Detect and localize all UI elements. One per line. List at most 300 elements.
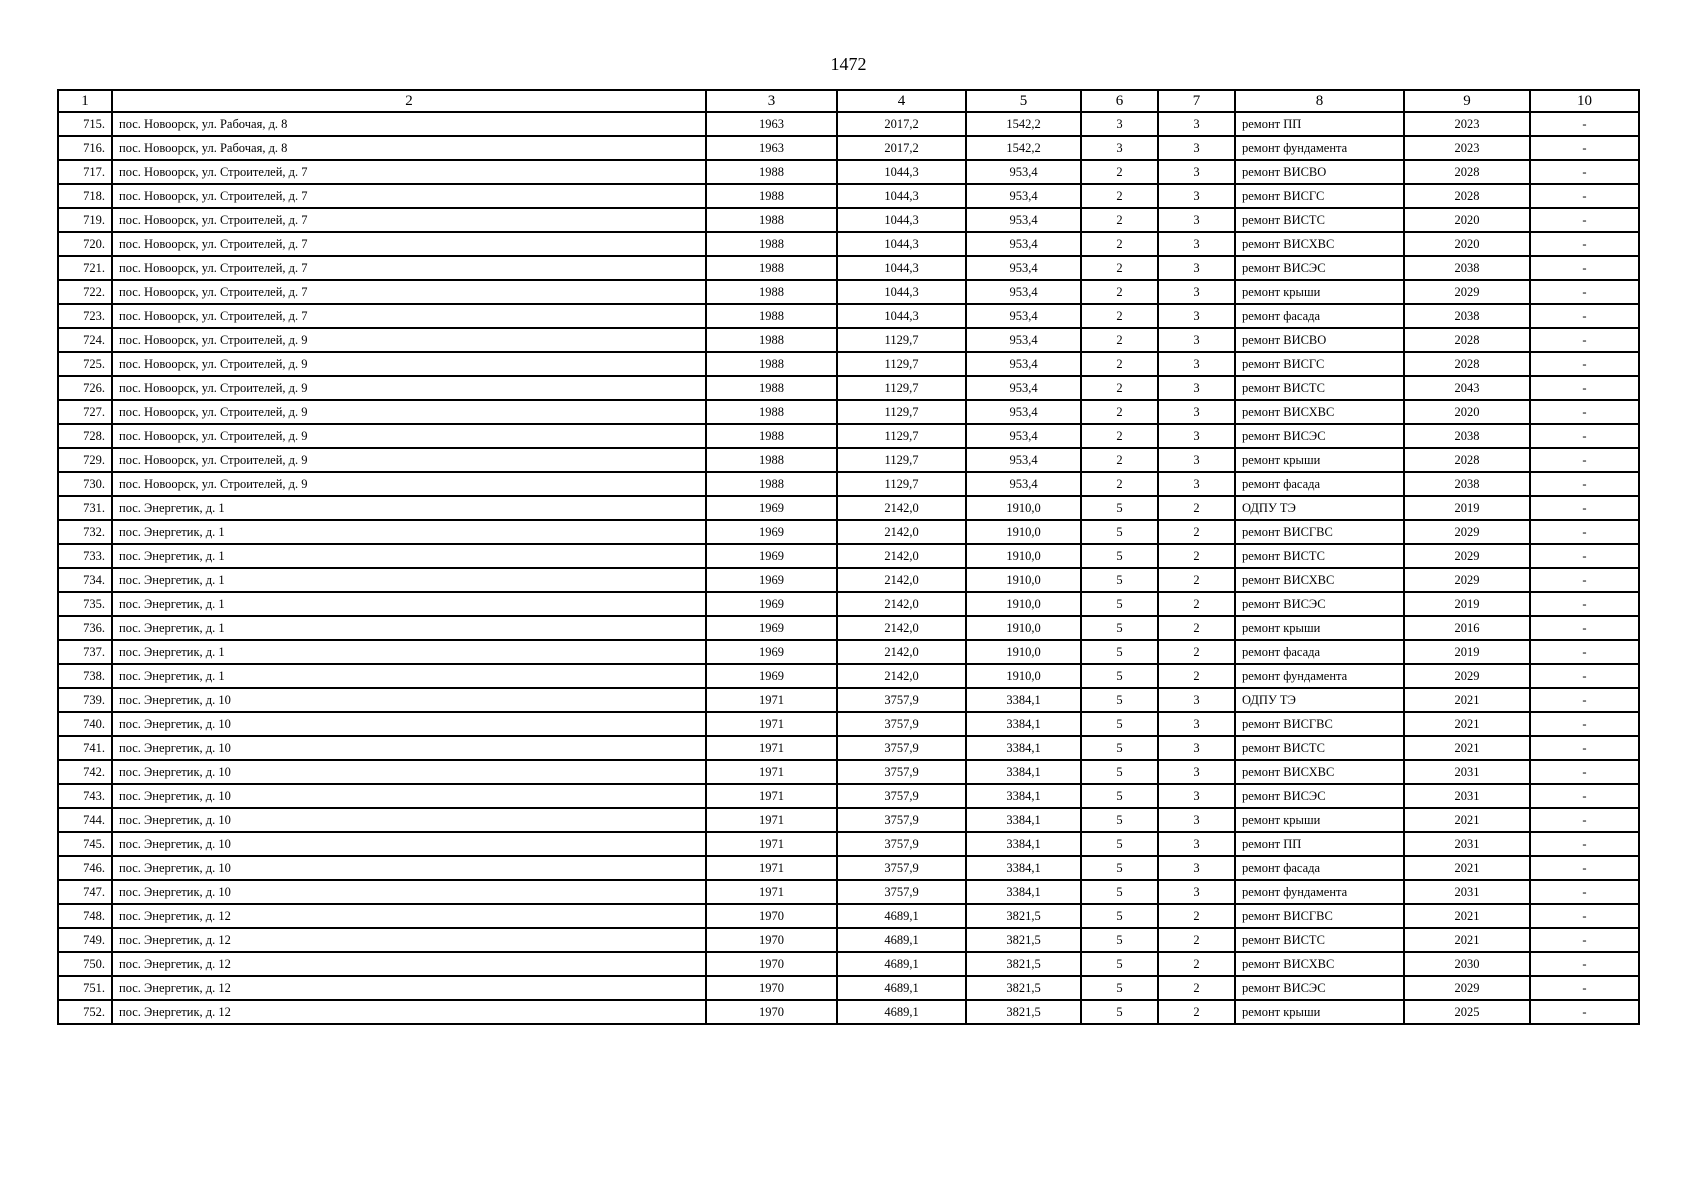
table-cell-col-4: 3757,9: [837, 736, 966, 760]
table-cell-col-10: -: [1530, 184, 1639, 208]
table-cell-col-3: 1969: [706, 496, 837, 520]
table-cell-col-3: 1970: [706, 904, 837, 928]
table-cell-col-2: пос. Новоорск, ул. Строителей, д. 7: [112, 280, 706, 304]
table-cell-col-10: -: [1530, 808, 1639, 832]
table-cell-col-7: 2: [1158, 640, 1235, 664]
table-cell-col-4: 2142,0: [837, 496, 966, 520]
table-row: [58, 304, 1639, 328]
table-cell-col-2: пос. Энергетик, д. 1: [112, 544, 706, 568]
table-cell-col-2: пос. Энергетик, д. 10: [112, 784, 706, 808]
table-cell-col-3: 1971: [706, 712, 837, 736]
table-row: [58, 232, 1639, 256]
table-cell-col-3: 1988: [706, 208, 837, 232]
table-cell-col-6: 2: [1081, 232, 1158, 256]
table-row: [58, 112, 1639, 136]
table-row: [58, 688, 1639, 712]
table-cell-col-7: 2: [1158, 616, 1235, 640]
table-cell-col-4: 2142,0: [837, 592, 966, 616]
table-cell-col-7: 2: [1158, 568, 1235, 592]
table-cell-col-9: 2029: [1404, 280, 1530, 304]
table-cell-col-7: 3: [1158, 208, 1235, 232]
table-cell-col-1: 717.: [58, 160, 112, 184]
table-cell-col-2: пос. Энергетик, д. 1: [112, 664, 706, 688]
table-cell-col-1: 730.: [58, 472, 112, 496]
table-cell-col-2: пос. Новоорск, ул. Строителей, д. 9: [112, 424, 706, 448]
table-cell-col-1: 738.: [58, 664, 112, 688]
table-cell-col-7: 3: [1158, 112, 1235, 136]
table-cell-col-9: 2038: [1404, 304, 1530, 328]
table-cell-col-4: 2142,0: [837, 616, 966, 640]
table-cell-col-2: пос. Энергетик, д. 1: [112, 640, 706, 664]
table-cell-col-9: 2028: [1404, 184, 1530, 208]
table-cell-col-4: 1129,7: [837, 448, 966, 472]
table-cell-col-1: 715.: [58, 112, 112, 136]
table-cell-col-10: -: [1530, 376, 1639, 400]
column-header-8: 8: [1235, 90, 1404, 112]
table-row: [58, 712, 1639, 736]
table-cell-col-8: ремонт ВИСХВС: [1235, 952, 1404, 976]
table-cell-col-2: пос. Энергетик, д. 10: [112, 856, 706, 880]
table-cell-col-6: 5: [1081, 832, 1158, 856]
table-cell-col-9: 2020: [1404, 208, 1530, 232]
table-cell-col-2: пос. Энергетик, д. 12: [112, 952, 706, 976]
table-cell-col-3: 1969: [706, 640, 837, 664]
table-cell-col-6: 2: [1081, 208, 1158, 232]
table-cell-col-9: 2023: [1404, 112, 1530, 136]
table-cell-col-4: 1129,7: [837, 352, 966, 376]
table-cell-col-9: 2028: [1404, 328, 1530, 352]
table-cell-col-7: 3: [1158, 736, 1235, 760]
table-header: [58, 90, 1639, 112]
table-cell-col-3: 1988: [706, 328, 837, 352]
table-cell-col-5: 953,4: [966, 280, 1081, 304]
table-cell-col-4: 4689,1: [837, 1000, 966, 1024]
table-cell-col-6: 2: [1081, 352, 1158, 376]
table-cell-col-5: 3821,5: [966, 976, 1081, 1000]
table-cell-col-5: 953,4: [966, 472, 1081, 496]
table-cell-col-5: 3384,1: [966, 712, 1081, 736]
table-cell-col-9: 2028: [1404, 448, 1530, 472]
table-cell-col-6: 5: [1081, 520, 1158, 544]
table-cell-col-10: -: [1530, 952, 1639, 976]
table-cell-col-7: 3: [1158, 352, 1235, 376]
table-cell-col-5: 3384,1: [966, 688, 1081, 712]
table-row: [58, 664, 1639, 688]
table-cell-col-3: 1988: [706, 256, 837, 280]
table-cell-col-10: -: [1530, 400, 1639, 424]
table-cell-col-1: 723.: [58, 304, 112, 328]
table-cell-col-3: 1971: [706, 784, 837, 808]
table-cell-col-7: 3: [1158, 832, 1235, 856]
table-cell-col-1: 750.: [58, 952, 112, 976]
table-cell-col-9: 2021: [1404, 736, 1530, 760]
table-cell-col-10: -: [1530, 208, 1639, 232]
table-cell-col-1: 745.: [58, 832, 112, 856]
table-cell-col-4: 2142,0: [837, 640, 966, 664]
table-cell-col-4: 4689,1: [837, 928, 966, 952]
table-cell-col-7: 2: [1158, 520, 1235, 544]
table-row: [58, 1000, 1639, 1024]
table-row: [58, 760, 1639, 784]
table-cell-col-10: -: [1530, 640, 1639, 664]
table-cell-col-6: 5: [1081, 1000, 1158, 1024]
table-cell-col-10: -: [1530, 112, 1639, 136]
table-cell-col-2: пос. Энергетик, д. 10: [112, 712, 706, 736]
table-cell-col-1: 751.: [58, 976, 112, 1000]
table-cell-col-2: пос. Новоорск, ул. Рабочая, д. 8: [112, 136, 706, 160]
table-cell-col-7: 2: [1158, 904, 1235, 928]
table-cell-col-8: ремонт ВИСХВС: [1235, 400, 1404, 424]
table-row: [58, 904, 1639, 928]
page-number: 1472: [830, 54, 867, 74]
table-cell-col-7: 2: [1158, 952, 1235, 976]
table-cell-col-9: 2028: [1404, 160, 1530, 184]
table-cell-col-2: пос. Новоорск, ул. Строителей, д. 7: [112, 184, 706, 208]
table-cell-col-6: 5: [1081, 808, 1158, 832]
table-cell-col-9: 2019: [1404, 640, 1530, 664]
table-row: [58, 136, 1639, 160]
table-cell-col-2: пос. Энергетик, д. 10: [112, 736, 706, 760]
table-cell-col-4: 3757,9: [837, 760, 966, 784]
table-cell-col-5: 3384,1: [966, 784, 1081, 808]
column-header-5: 5: [966, 90, 1081, 112]
table-row: [58, 592, 1639, 616]
table-cell-col-1: 728.: [58, 424, 112, 448]
table-cell-col-2: пос. Энергетик, д. 1: [112, 592, 706, 616]
table-cell-col-1: 742.: [58, 760, 112, 784]
table-cell-col-1: 748.: [58, 904, 112, 928]
table-cell-col-9: 2038: [1404, 424, 1530, 448]
table-cell-col-2: пос. Энергетик, д. 1: [112, 496, 706, 520]
table-cell-col-9: 2021: [1404, 808, 1530, 832]
table-cell-col-10: -: [1530, 496, 1639, 520]
table-cell-col-9: 2031: [1404, 784, 1530, 808]
table-cell-col-5: 3384,1: [966, 736, 1081, 760]
table-cell-col-5: 1910,0: [966, 520, 1081, 544]
table-cell-col-9: 2029: [1404, 544, 1530, 568]
table-cell-col-7: 2: [1158, 1000, 1235, 1024]
table-cell-col-6: 2: [1081, 160, 1158, 184]
table-cell-col-1: 732.: [58, 520, 112, 544]
table-cell-col-10: -: [1530, 928, 1639, 952]
table-cell-col-1: 737.: [58, 640, 112, 664]
table-cell-col-10: -: [1530, 472, 1639, 496]
table-cell-col-7: 3: [1158, 784, 1235, 808]
table-cell-col-7: 3: [1158, 184, 1235, 208]
table-cell-col-5: 1910,0: [966, 640, 1081, 664]
table-cell-col-6: 5: [1081, 544, 1158, 568]
table-cell-col-2: пос. Новоорск, ул. Строителей, д. 7: [112, 160, 706, 184]
table-cell-col-6: 5: [1081, 640, 1158, 664]
table-row: [58, 616, 1639, 640]
table-cell-col-4: 2142,0: [837, 664, 966, 688]
table-cell-col-6: 5: [1081, 880, 1158, 904]
table-row: [58, 976, 1639, 1000]
table-cell-col-7: 3: [1158, 856, 1235, 880]
table-cell-col-10: -: [1530, 352, 1639, 376]
table-cell-col-3: 1988: [706, 424, 837, 448]
table-row: [58, 784, 1639, 808]
table-cell-col-6: 5: [1081, 784, 1158, 808]
table-cell-col-3: 1969: [706, 568, 837, 592]
table-cell-col-4: 2142,0: [837, 520, 966, 544]
table-cell-col-8: ремонт фасада: [1235, 856, 1404, 880]
table-cell-col-5: 953,4: [966, 424, 1081, 448]
table-row: [58, 544, 1639, 568]
table-cell-col-7: 2: [1158, 976, 1235, 1000]
table-cell-col-9: 2030: [1404, 952, 1530, 976]
table-cell-col-7: 2: [1158, 664, 1235, 688]
table-cell-col-4: 1044,3: [837, 160, 966, 184]
table-cell-col-10: -: [1530, 976, 1639, 1000]
table-cell-col-3: 1988: [706, 160, 837, 184]
table-cell-col-8: ОДПУ ТЭ: [1235, 688, 1404, 712]
table-cell-col-8: ремонт крыши: [1235, 616, 1404, 640]
table-cell-col-3: 1988: [706, 376, 837, 400]
table-row: [58, 928, 1639, 952]
table-cell-col-6: 5: [1081, 736, 1158, 760]
table-cell-col-3: 1969: [706, 544, 837, 568]
table-cell-col-8: ремонт фасада: [1235, 472, 1404, 496]
table-row: [58, 568, 1639, 592]
column-header-6: 6: [1081, 90, 1158, 112]
table-cell-col-2: пос. Новоорск, ул. Рабочая, д. 8: [112, 112, 706, 136]
table-cell-col-2: пос. Энергетик, д. 1: [112, 520, 706, 544]
table-cell-col-8: ремонт фасада: [1235, 640, 1404, 664]
table-cell-col-1: 731.: [58, 496, 112, 520]
table-cell-col-6: 5: [1081, 760, 1158, 784]
table-cell-col-2: пос. Новоорск, ул. Строителей, д. 9: [112, 400, 706, 424]
table-cell-col-1: 746.: [58, 856, 112, 880]
table-cell-col-2: пос. Энергетик, д. 10: [112, 808, 706, 832]
table-cell-col-2: пос. Новоорск, ул. Строителей, д. 7: [112, 208, 706, 232]
table-cell-col-1: 749.: [58, 928, 112, 952]
table-cell-col-6: 5: [1081, 664, 1158, 688]
table-row: [58, 496, 1639, 520]
table-cell-col-1: 726.: [58, 376, 112, 400]
table-cell-col-10: -: [1530, 280, 1639, 304]
table-row: [58, 448, 1639, 472]
table-cell-col-8: ремонт ВИСТС: [1235, 928, 1404, 952]
table-row: [58, 808, 1639, 832]
table-cell-col-4: 1129,7: [837, 400, 966, 424]
table-cell-col-7: 3: [1158, 448, 1235, 472]
column-header-9: 9: [1404, 90, 1530, 112]
table-cell-col-3: 1963: [706, 112, 837, 136]
table-cell-col-9: 2019: [1404, 592, 1530, 616]
table-cell-col-5: 953,4: [966, 208, 1081, 232]
table-cell-col-8: ремонт крыши: [1235, 448, 1404, 472]
table-row: [58, 400, 1639, 424]
table-cell-col-1: 719.: [58, 208, 112, 232]
table-cell-col-9: 2021: [1404, 856, 1530, 880]
table-cell-col-2: пос. Энергетик, д. 10: [112, 688, 706, 712]
table-cell-col-7: 2: [1158, 496, 1235, 520]
table-cell-col-4: 1129,7: [837, 328, 966, 352]
table-cell-col-9: 2016: [1404, 616, 1530, 640]
table-cell-col-1: 735.: [58, 592, 112, 616]
table-cell-col-1: 744.: [58, 808, 112, 832]
table-cell-col-4: 2017,2: [837, 136, 966, 160]
data-table: [57, 89, 1640, 1025]
table-row: [58, 952, 1639, 976]
table-cell-col-10: -: [1530, 712, 1639, 736]
table-cell-col-6: 3: [1081, 112, 1158, 136]
table-cell-col-5: 1910,0: [966, 616, 1081, 640]
table-cell-col-2: пос. Новоорск, ул. Строителей, д. 9: [112, 376, 706, 400]
table-cell-col-8: ремонт фундамента: [1235, 880, 1404, 904]
table-cell-col-10: -: [1530, 904, 1639, 928]
table-cell-col-8: ремонт фундамента: [1235, 664, 1404, 688]
table-cell-col-4: 3757,9: [837, 880, 966, 904]
table-cell-col-4: 1129,7: [837, 424, 966, 448]
table-cell-col-9: 2023: [1404, 136, 1530, 160]
table-cell-col-6: 5: [1081, 928, 1158, 952]
table-cell-col-8: ремонт ВИСЭС: [1235, 592, 1404, 616]
table-cell-col-4: 4689,1: [837, 976, 966, 1000]
table-cell-col-5: 1910,0: [966, 544, 1081, 568]
table-cell-col-1: 747.: [58, 880, 112, 904]
table-cell-col-8: ремонт ВИСВО: [1235, 328, 1404, 352]
table-cell-col-5: 3821,5: [966, 928, 1081, 952]
table-cell-col-9: 2031: [1404, 832, 1530, 856]
table-cell-col-6: 2: [1081, 424, 1158, 448]
table-cell-col-8: ремонт ВИСТС: [1235, 544, 1404, 568]
table-cell-col-6: 5: [1081, 688, 1158, 712]
table-row: [58, 520, 1639, 544]
table-cell-col-7: 3: [1158, 760, 1235, 784]
table-cell-col-3: 1988: [706, 232, 837, 256]
column-header-2: 2: [112, 90, 706, 112]
table-cell-col-10: -: [1530, 520, 1639, 544]
table-cell-col-5: 953,4: [966, 256, 1081, 280]
table-cell-col-5: 3384,1: [966, 832, 1081, 856]
table-row: [58, 880, 1639, 904]
table-cell-col-10: -: [1530, 160, 1639, 184]
table-cell-col-7: 3: [1158, 328, 1235, 352]
table-cell-col-8: ремонт ВИСХВС: [1235, 568, 1404, 592]
table-cell-col-5: 1910,0: [966, 664, 1081, 688]
table-cell-col-5: 953,4: [966, 352, 1081, 376]
table-cell-col-2: пос. Новоорск, ул. Строителей, д. 9: [112, 352, 706, 376]
table-cell-col-4: 1044,3: [837, 184, 966, 208]
column-header-1: 1: [58, 90, 112, 112]
table-cell-col-5: 1542,2: [966, 112, 1081, 136]
table-cell-col-3: 1988: [706, 280, 837, 304]
table-cell-col-4: 3757,9: [837, 712, 966, 736]
table-cell-col-10: -: [1530, 568, 1639, 592]
table-cell-col-9: 2021: [1404, 712, 1530, 736]
table-cell-col-5: 953,4: [966, 232, 1081, 256]
table-cell-col-2: пос. Энергетик, д. 12: [112, 904, 706, 928]
table-cell-col-7: 3: [1158, 472, 1235, 496]
table-cell-col-1: 739.: [58, 688, 112, 712]
table-cell-col-3: 1988: [706, 448, 837, 472]
table-cell-col-6: 5: [1081, 592, 1158, 616]
table-cell-col-10: -: [1530, 136, 1639, 160]
table-cell-col-6: 5: [1081, 712, 1158, 736]
table-cell-col-7: 3: [1158, 880, 1235, 904]
table-cell-col-7: 3: [1158, 280, 1235, 304]
table-cell-col-8: ремонт ВИСТС: [1235, 208, 1404, 232]
table-cell-col-3: 1988: [706, 304, 837, 328]
table-cell-col-4: 3757,9: [837, 808, 966, 832]
table-cell-col-5: 3821,5: [966, 904, 1081, 928]
table-cell-col-9: 2031: [1404, 880, 1530, 904]
table-row: [58, 328, 1639, 352]
table-cell-col-9: 2020: [1404, 232, 1530, 256]
table-cell-col-2: пос. Новоорск, ул. Строителей, д. 7: [112, 256, 706, 280]
table-cell-col-3: 1970: [706, 928, 837, 952]
table-cell-col-5: 3384,1: [966, 808, 1081, 832]
table-cell-col-10: -: [1530, 328, 1639, 352]
table-cell-col-2: пос. Энергетик, д. 12: [112, 1000, 706, 1024]
table-cell-col-7: 3: [1158, 424, 1235, 448]
table-cell-col-5: 1542,2: [966, 136, 1081, 160]
table-cell-col-4: 1044,3: [837, 280, 966, 304]
table-cell-col-1: 741.: [58, 736, 112, 760]
column-header-3: 3: [706, 90, 837, 112]
table-cell-col-9: 2029: [1404, 976, 1530, 1000]
table-cell-col-1: 740.: [58, 712, 112, 736]
table-cell-col-5: 3384,1: [966, 856, 1081, 880]
table-cell-col-9: 2031: [1404, 760, 1530, 784]
table-cell-col-2: пос. Новоорск, ул. Строителей, д. 9: [112, 472, 706, 496]
table-cell-col-1: 727.: [58, 400, 112, 424]
table-cell-col-9: 2038: [1404, 472, 1530, 496]
table-cell-col-7: 3: [1158, 808, 1235, 832]
table-cell-col-8: ремонт крыши: [1235, 280, 1404, 304]
table-cell-col-3: 1970: [706, 976, 837, 1000]
table-cell-col-1: 725.: [58, 352, 112, 376]
table-cell-col-8: ремонт крыши: [1235, 808, 1404, 832]
table-cell-col-7: 3: [1158, 376, 1235, 400]
table-cell-col-4: 4689,1: [837, 904, 966, 928]
table-cell-col-10: -: [1530, 616, 1639, 640]
table-cell-col-9: 2038: [1404, 256, 1530, 280]
table-cell-col-9: 2025: [1404, 1000, 1530, 1024]
table-cell-col-8: ремонт крыши: [1235, 1000, 1404, 1024]
table-cell-col-3: 1971: [706, 808, 837, 832]
table-cell-col-3: 1988: [706, 400, 837, 424]
table-body: [58, 112, 1639, 1024]
table-cell-col-8: ОДПУ ТЭ: [1235, 496, 1404, 520]
table-cell-col-10: -: [1530, 760, 1639, 784]
table-cell-col-10: -: [1530, 544, 1639, 568]
table-cell-col-5: 1910,0: [966, 568, 1081, 592]
table-cell-col-10: -: [1530, 664, 1639, 688]
table-cell-col-5: 3821,5: [966, 952, 1081, 976]
column-header-4: 4: [837, 90, 966, 112]
table-cell-col-5: 953,4: [966, 376, 1081, 400]
table-cell-col-8: ремонт ВИСГВС: [1235, 712, 1404, 736]
table-cell-col-7: 3: [1158, 304, 1235, 328]
table-cell-col-9: 2029: [1404, 664, 1530, 688]
table-cell-col-1: 734.: [58, 568, 112, 592]
table-cell-col-6: 5: [1081, 856, 1158, 880]
table-cell-col-3: 1971: [706, 688, 837, 712]
table-cell-col-5: 953,4: [966, 448, 1081, 472]
table-cell-col-10: -: [1530, 1000, 1639, 1024]
table-cell-col-6: 2: [1081, 280, 1158, 304]
table-row: [58, 376, 1639, 400]
table-cell-col-8: ремонт фасада: [1235, 304, 1404, 328]
table-cell-col-2: пос. Энергетик, д. 10: [112, 880, 706, 904]
table-cell-col-5: 953,4: [966, 184, 1081, 208]
table-cell-col-10: -: [1530, 832, 1639, 856]
table-cell-col-9: 2021: [1404, 928, 1530, 952]
table-cell-col-8: ремонт ВИСЭС: [1235, 784, 1404, 808]
